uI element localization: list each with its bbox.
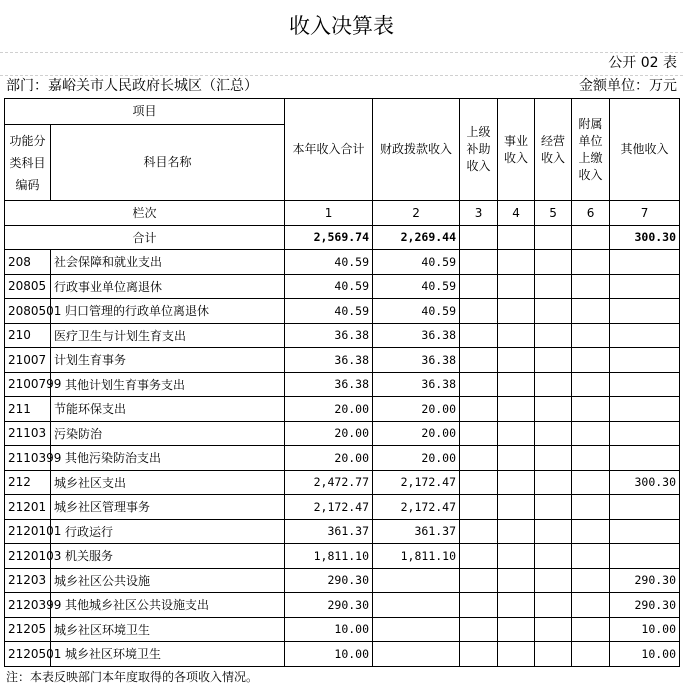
empty-cell bbox=[460, 495, 498, 520]
row-code: 21103 bbox=[5, 421, 51, 446]
empty-cell bbox=[572, 593, 610, 618]
empty-cell bbox=[460, 593, 498, 618]
column-number: 7 bbox=[610, 201, 680, 226]
row-other-income bbox=[610, 274, 680, 299]
empty-cell bbox=[460, 299, 498, 324]
empty-cell bbox=[498, 299, 535, 324]
row-other-income: 10.00 bbox=[610, 617, 680, 642]
empty-cell bbox=[572, 397, 610, 422]
empty-cell bbox=[498, 470, 535, 495]
row-subject-name: 其他城乡社区公共设施支出 bbox=[51, 593, 285, 618]
empty-cell bbox=[498, 372, 535, 397]
column-number: 6 bbox=[572, 201, 610, 226]
table-row bbox=[5, 495, 680, 520]
row-fiscal: 40.59 bbox=[373, 250, 460, 275]
empty-cell bbox=[572, 421, 610, 446]
row-code: 2120501 bbox=[5, 642, 51, 667]
empty-cell bbox=[498, 250, 535, 275]
row-other-income: 290.30 bbox=[610, 593, 680, 618]
empty-cell bbox=[535, 250, 572, 275]
row-other-income: 10.00 bbox=[610, 642, 680, 667]
row-subject-name: 污染防治 bbox=[51, 421, 285, 446]
empty-cell bbox=[460, 372, 498, 397]
empty-cell bbox=[535, 617, 572, 642]
header-business: 事业收入 bbox=[498, 99, 535, 201]
empty-cell bbox=[535, 397, 572, 422]
empty-cell bbox=[498, 568, 535, 593]
row-code: 210 bbox=[5, 323, 51, 348]
row-code: 212 bbox=[5, 470, 51, 495]
empty-cell bbox=[460, 519, 498, 544]
empty-cell bbox=[460, 225, 498, 250]
column-number: 1 bbox=[285, 201, 373, 226]
table-row bbox=[5, 421, 680, 446]
row-fiscal bbox=[373, 642, 460, 667]
total-fiscal-value: 2,269.44 bbox=[373, 225, 460, 250]
empty-cell bbox=[535, 421, 572, 446]
row-subject-name: 城乡社区环境卫生 bbox=[51, 617, 285, 642]
row-subject-name: 城乡社区管理事务 bbox=[51, 495, 285, 520]
header-total-income: 本年收入合计 bbox=[285, 99, 373, 201]
empty-cell bbox=[572, 446, 610, 471]
empty-cell bbox=[535, 299, 572, 324]
row-fiscal: 40.59 bbox=[373, 274, 460, 299]
column-number: 3 bbox=[460, 201, 498, 226]
empty-cell bbox=[535, 372, 572, 397]
row-fiscal bbox=[373, 593, 460, 618]
empty-cell bbox=[572, 642, 610, 667]
column-number: 5 bbox=[535, 201, 572, 226]
empty-cell bbox=[572, 568, 610, 593]
row-total-income: 40.59 bbox=[285, 274, 373, 299]
row-fiscal: 36.38 bbox=[373, 323, 460, 348]
empty-cell bbox=[498, 544, 535, 569]
row-code: 21203 bbox=[5, 568, 51, 593]
empty-cell bbox=[535, 348, 572, 373]
empty-cell bbox=[498, 593, 535, 618]
table-row bbox=[5, 593, 680, 618]
empty-cell bbox=[460, 446, 498, 471]
row-total-income: 20.00 bbox=[285, 446, 373, 471]
row-fiscal: 20.00 bbox=[373, 421, 460, 446]
row-other-income bbox=[610, 348, 680, 373]
row-code: 2120101 bbox=[5, 519, 51, 544]
row-total-income: 40.59 bbox=[285, 299, 373, 324]
table-row bbox=[5, 544, 680, 569]
row-code: 208 bbox=[5, 250, 51, 275]
table-row bbox=[5, 250, 680, 275]
total-income-value: 2,569.74 bbox=[285, 225, 373, 250]
empty-cell bbox=[498, 348, 535, 373]
header-project: 项目 bbox=[5, 99, 285, 125]
row-code: 2120399 bbox=[5, 593, 51, 618]
total-label: 合计 bbox=[5, 225, 285, 250]
row-other-income bbox=[610, 421, 680, 446]
grid-divider bbox=[0, 52, 683, 53]
empty-cell bbox=[460, 323, 498, 348]
row-other-income: 290.30 bbox=[610, 568, 680, 593]
table-row bbox=[5, 397, 680, 422]
header-fiscal: 财政拨款收入 bbox=[373, 99, 460, 201]
empty-cell bbox=[498, 617, 535, 642]
row-other-income bbox=[610, 250, 680, 275]
column-number: 2 bbox=[373, 201, 460, 226]
row-fiscal: 20.00 bbox=[373, 446, 460, 471]
empty-cell bbox=[572, 617, 610, 642]
empty-cell bbox=[535, 225, 572, 250]
row-total-income: 2,172.47 bbox=[285, 495, 373, 520]
empty-cell bbox=[460, 544, 498, 569]
row-subject-name: 其他污染防治支出 bbox=[51, 446, 285, 471]
empty-cell bbox=[498, 421, 535, 446]
row-fiscal: 40.59 bbox=[373, 299, 460, 324]
empty-cell bbox=[535, 446, 572, 471]
row-code: 2080501 bbox=[5, 299, 51, 324]
row-subject-name: 城乡社区公共设施 bbox=[51, 568, 285, 593]
row-other-income bbox=[610, 446, 680, 471]
row-code: 21007 bbox=[5, 348, 51, 373]
column-number: 4 bbox=[498, 201, 535, 226]
row-other-income bbox=[610, 397, 680, 422]
row-other-income bbox=[610, 544, 680, 569]
row-total-income: 20.00 bbox=[285, 397, 373, 422]
empty-cell bbox=[498, 519, 535, 544]
row-code: 2120103 bbox=[5, 544, 51, 569]
header-func-code: 功能分类科目编码 bbox=[5, 125, 51, 201]
department-label: 部门：嘉峪关市人民政府长城区（汇总） bbox=[6, 78, 258, 94]
footnote: 注：本表反映部门本年度取得的各项收入情况。 bbox=[6, 670, 259, 684]
empty-cell bbox=[535, 544, 572, 569]
row-fiscal: 36.38 bbox=[373, 348, 460, 373]
header-subject-name: 科目名称 bbox=[51, 125, 285, 201]
empty-cell bbox=[498, 274, 535, 299]
empty-cell bbox=[572, 519, 610, 544]
empty-cell bbox=[572, 225, 610, 250]
form-number: 公开 02 表 bbox=[608, 55, 677, 71]
row-total-income: 40.59 bbox=[285, 250, 373, 275]
table-row bbox=[5, 274, 680, 299]
total-other-value: 300.30 bbox=[610, 225, 680, 250]
row-subject-name: 计划生育事务 bbox=[51, 348, 285, 373]
empty-cell bbox=[572, 274, 610, 299]
total-row bbox=[5, 225, 680, 250]
table-row bbox=[5, 348, 680, 373]
empty-cell bbox=[460, 470, 498, 495]
empty-cell bbox=[572, 495, 610, 520]
empty-cell bbox=[460, 421, 498, 446]
row-fiscal: 2,172.47 bbox=[373, 470, 460, 495]
row-total-income: 1,811.10 bbox=[285, 544, 373, 569]
row-other-income bbox=[610, 372, 680, 397]
row-total-income: 290.30 bbox=[285, 568, 373, 593]
empty-cell bbox=[535, 495, 572, 520]
empty-cell bbox=[498, 446, 535, 471]
row-subject-name: 城乡社区环境卫生 bbox=[51, 642, 285, 667]
empty-cell bbox=[535, 568, 572, 593]
header-operating: 经营收入 bbox=[535, 99, 572, 201]
empty-cell bbox=[460, 397, 498, 422]
empty-cell bbox=[460, 274, 498, 299]
table-row bbox=[5, 470, 680, 495]
empty-cell bbox=[572, 470, 610, 495]
empty-cell bbox=[535, 519, 572, 544]
empty-cell bbox=[460, 348, 498, 373]
empty-cell bbox=[535, 470, 572, 495]
income-table bbox=[4, 98, 680, 667]
row-code: 21201 bbox=[5, 495, 51, 520]
column-number-row bbox=[5, 201, 680, 226]
row-other-income: 300.30 bbox=[610, 470, 680, 495]
empty-cell bbox=[460, 250, 498, 275]
row-code: 211 bbox=[5, 397, 51, 422]
row-other-income bbox=[610, 299, 680, 324]
empty-cell bbox=[498, 225, 535, 250]
row-total-income: 10.00 bbox=[285, 617, 373, 642]
row-total-income: 2,472.77 bbox=[285, 470, 373, 495]
row-subject-name: 社会保障和就业支出 bbox=[51, 250, 285, 275]
row-total-income: 20.00 bbox=[285, 421, 373, 446]
page-title: 收入决算表 bbox=[289, 14, 394, 38]
row-subject-name: 其他计划生育事务支出 bbox=[51, 372, 285, 397]
row-fiscal: 2,172.47 bbox=[373, 495, 460, 520]
row-code: 2110399 bbox=[5, 446, 51, 471]
header-other: 其他收入 bbox=[610, 99, 680, 201]
row-total-income: 361.37 bbox=[285, 519, 373, 544]
row-other-income bbox=[610, 519, 680, 544]
row-subject-name: 城乡社区支出 bbox=[51, 470, 285, 495]
table-row bbox=[5, 568, 680, 593]
empty-cell bbox=[498, 495, 535, 520]
table-row bbox=[5, 617, 680, 642]
row-subject-name: 归口管理的行政单位离退休 bbox=[51, 299, 285, 324]
row-subject-name: 节能环保支出 bbox=[51, 397, 285, 422]
row-subject-name: 医疗卫生与计划生育支出 bbox=[51, 323, 285, 348]
row-fiscal: 20.00 bbox=[373, 397, 460, 422]
row-fiscal: 361.37 bbox=[373, 519, 460, 544]
empty-cell bbox=[572, 250, 610, 275]
row-fiscal bbox=[373, 617, 460, 642]
empty-cell bbox=[498, 323, 535, 348]
empty-cell bbox=[572, 299, 610, 324]
header-affiliated: 附属单位上缴收入 bbox=[572, 99, 610, 201]
table-row bbox=[5, 299, 680, 324]
row-code: 2100799 bbox=[5, 372, 51, 397]
empty-cell bbox=[572, 323, 610, 348]
empty-cell bbox=[572, 372, 610, 397]
unit-label: 金额单位：万元 bbox=[579, 78, 677, 94]
row-total-income: 36.38 bbox=[285, 348, 373, 373]
empty-cell bbox=[460, 568, 498, 593]
column-number-label: 栏次 bbox=[5, 201, 285, 226]
header-superior-subsidy: 上级补助收入 bbox=[460, 99, 498, 201]
row-total-income: 290.30 bbox=[285, 593, 373, 618]
row-code: 20805 bbox=[5, 274, 51, 299]
row-subject-name: 行政事业单位离退休 bbox=[51, 274, 285, 299]
row-total-income: 36.38 bbox=[285, 372, 373, 397]
row-fiscal: 36.38 bbox=[373, 372, 460, 397]
empty-cell bbox=[460, 642, 498, 667]
row-code: 21205 bbox=[5, 617, 51, 642]
table-row bbox=[5, 642, 680, 667]
row-total-income: 10.00 bbox=[285, 642, 373, 667]
row-fiscal: 1,811.10 bbox=[373, 544, 460, 569]
table-row bbox=[5, 446, 680, 471]
empty-cell bbox=[572, 544, 610, 569]
empty-cell bbox=[535, 593, 572, 618]
row-other-income bbox=[610, 495, 680, 520]
table-row bbox=[5, 519, 680, 544]
empty-cell bbox=[460, 617, 498, 642]
empty-cell bbox=[498, 397, 535, 422]
row-fiscal bbox=[373, 568, 460, 593]
row-subject-name: 行政运行 bbox=[51, 519, 285, 544]
row-total-income: 36.38 bbox=[285, 323, 373, 348]
empty-cell bbox=[535, 323, 572, 348]
empty-cell bbox=[498, 642, 535, 667]
empty-cell bbox=[535, 274, 572, 299]
row-subject-name: 机关服务 bbox=[51, 544, 285, 569]
empty-cell bbox=[572, 348, 610, 373]
table-row bbox=[5, 372, 680, 397]
table-row bbox=[5, 323, 680, 348]
row-other-income bbox=[610, 323, 680, 348]
empty-cell bbox=[535, 642, 572, 667]
